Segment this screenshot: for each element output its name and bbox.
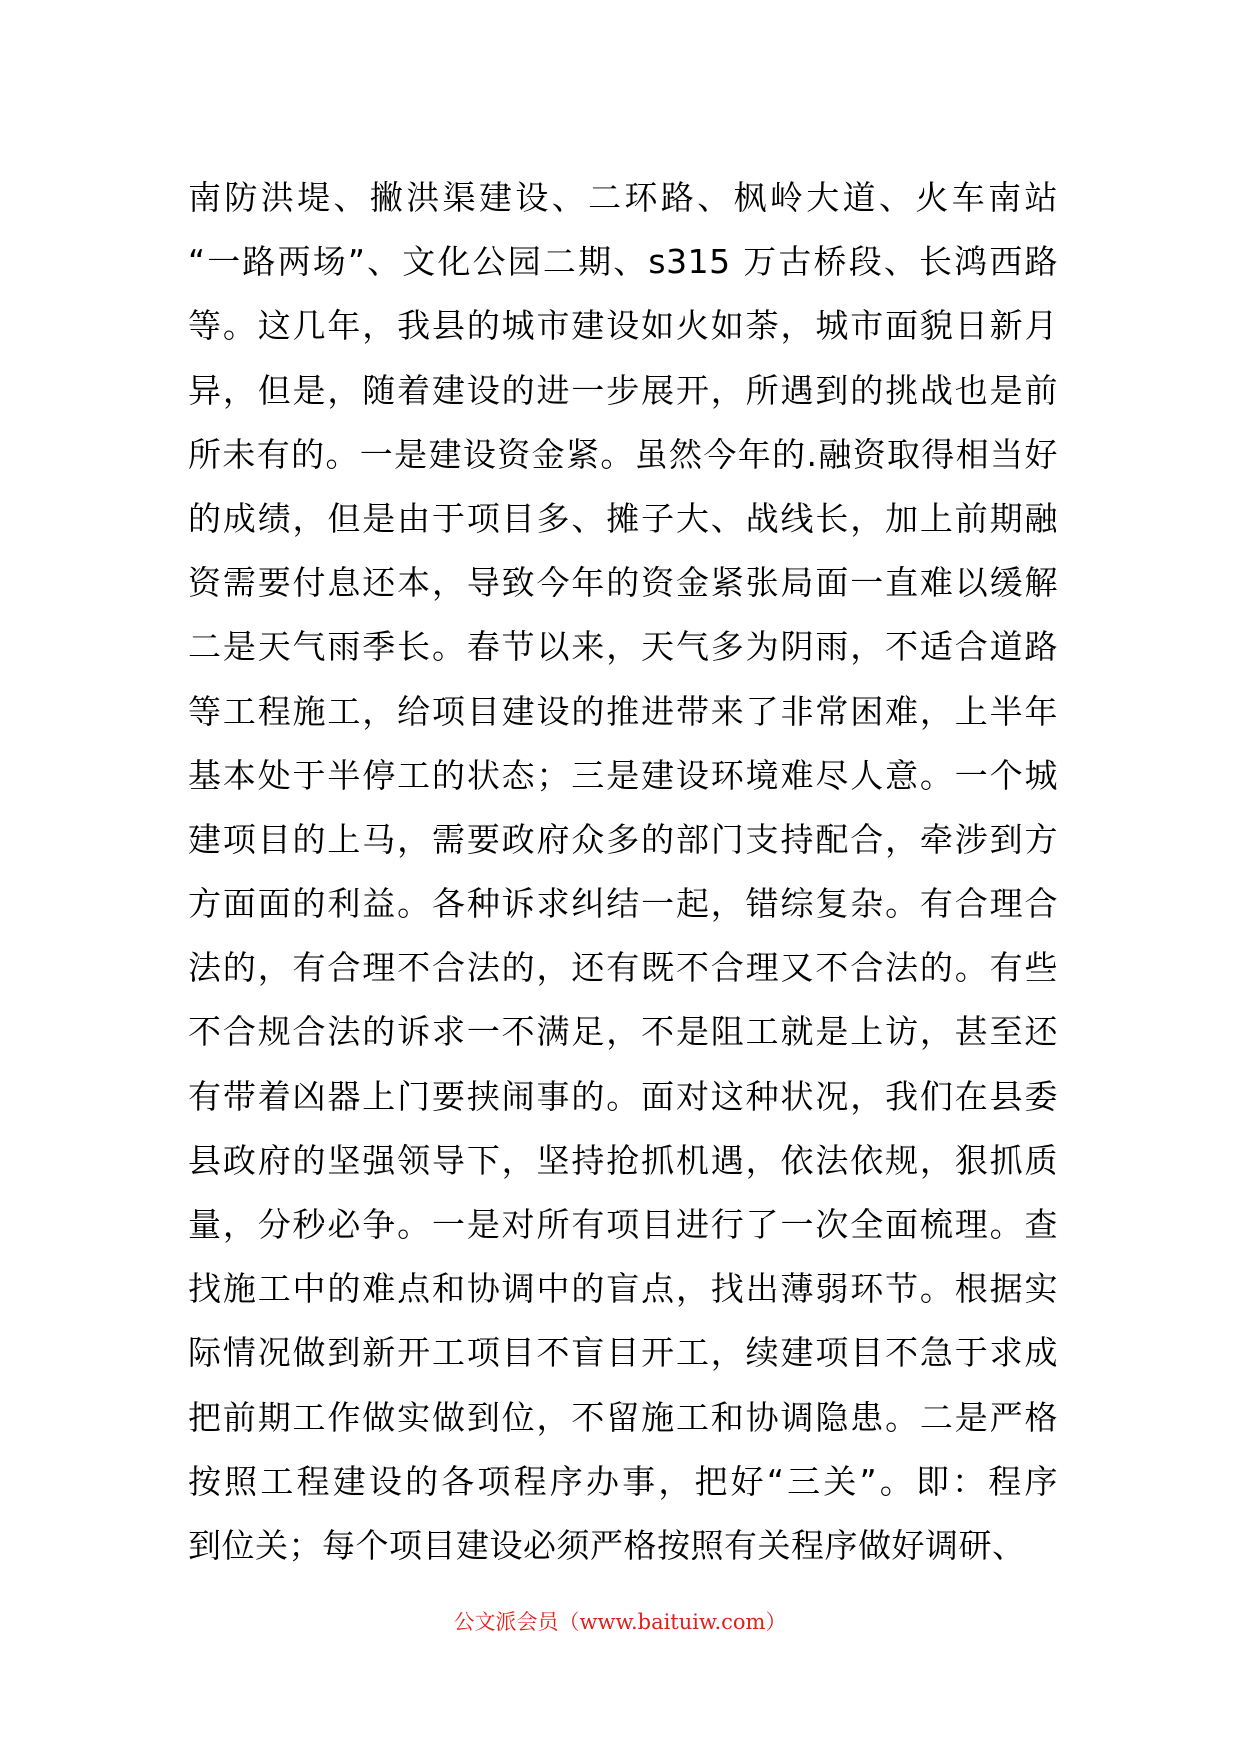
- text-line: 二是天气雨季长。春节以来，天气多为阴雨，不适合道路: [188, 627, 1058, 667]
- text-line: 方面面的利益。各种诉求纠结一起，错综复杂。有合理合: [188, 884, 1058, 924]
- text-line: 建项目的上马，需要政府众多的部门支持配合，牵涉到方: [188, 819, 1058, 859]
- text-line: 等工程施工，给项目建设的推进带来了非常困难，上半年: [188, 691, 1058, 731]
- text-line: 南防洪堤、撇洪渠建设、二环路、枫岭大道、火车南站: [188, 178, 1058, 217]
- text-line: “一路两场”、文化公园二期、s315 万古桥段、长鸿西路: [188, 242, 1058, 282]
- text-line: 把前期工作做实做到位，不留施工和协调隐患。二是严格: [188, 1397, 1058, 1437]
- text-line: 所未有的。一是建设资金紧。虽然今年的.融资取得相当好: [188, 434, 1058, 474]
- text-line: 基本处于半停工的状态；三是建设环境难尽人意。一个城: [188, 755, 1058, 795]
- text-line: 县政府的坚强领导下，坚持抢抓机遇，依法依规，狠抓质: [188, 1140, 1058, 1180]
- text-line: 资需要付息还本，导致今年的资金紧张局面一直难以缓解: [188, 563, 1058, 603]
- text-line: 找施工中的难点和协调中的盲点，找出薄弱环节。根据实: [188, 1269, 1058, 1309]
- text-line: 有带着凶器上门要挟闹事的。面对这种状况，我们在县委: [188, 1076, 1058, 1116]
- text-line: 不合规合法的诉求一不满足，不是阻工就是上访，甚至还: [188, 1012, 1058, 1052]
- text-line: 的成绩，但是由于项目多、摊子大、战线长，加上前期融: [188, 498, 1058, 538]
- text-line: 异，但是，随着建设的进一步展开，所遇到的挑战也是前: [188, 370, 1058, 410]
- text-line: 际情况做到新开工项目不盲目开工，续建项目不急于求成: [188, 1333, 1058, 1373]
- text-line: 法的，有合理不合法的，还有既不合理又不合法的。有些: [188, 948, 1058, 988]
- text-line: 按照工程建设的各项程序办事，把好“三关”。即：程序: [188, 1461, 1058, 1501]
- text-line: 量，分秒必争。一是对所有项目进行了一次全面梳理。查: [188, 1205, 1058, 1244]
- body-text: [188, 166, 1058, 1578]
- text-line: 等。这几年，我县的城市建设如火如荼，城市面貌日新月: [188, 306, 1058, 346]
- text-line: 到位关；每个项目建设必须严格按照有关程序做好调研、: [188, 1525, 1026, 1565]
- footer-watermark: 公文派会员（www.baituiw.com）: [453, 1610, 787, 1634]
